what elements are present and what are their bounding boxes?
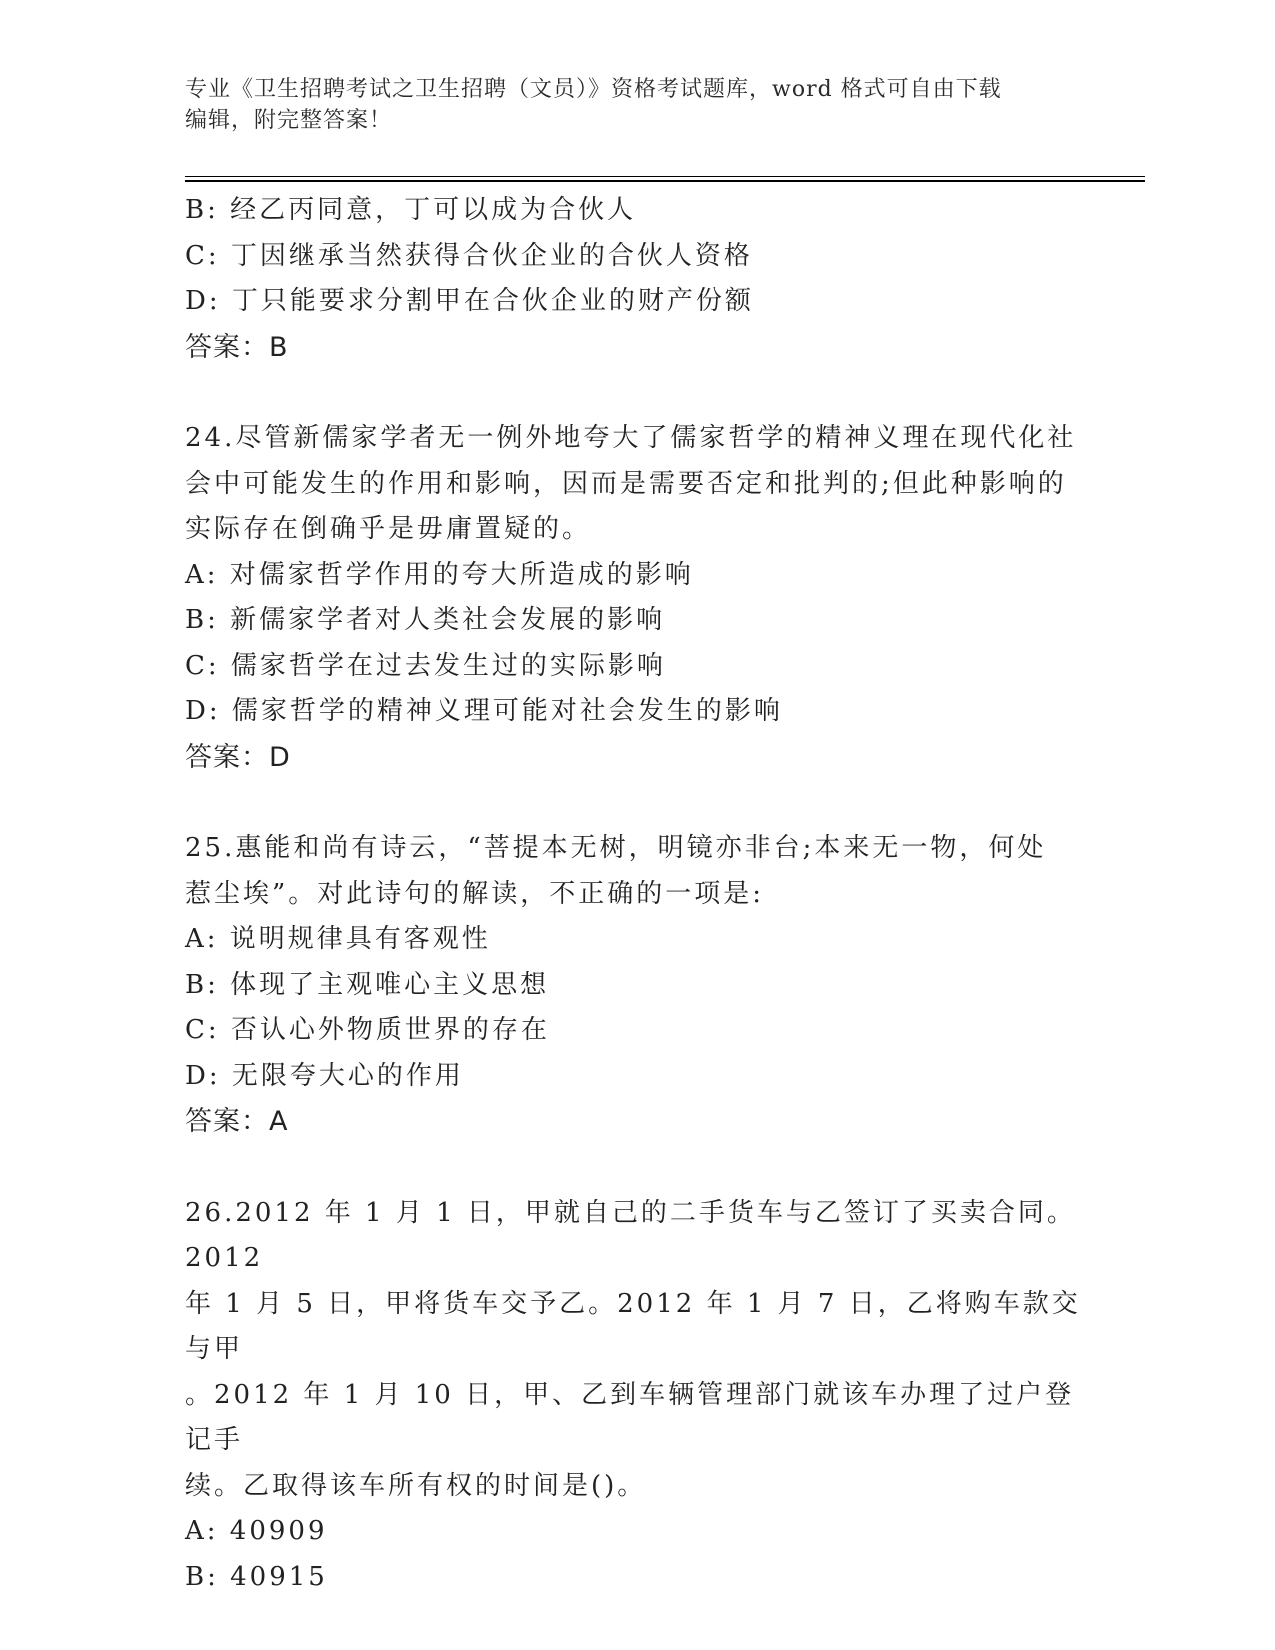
spacer xyxy=(185,780,1085,826)
option-a: A: 对儒家哲学作用的夸大所造成的影响 xyxy=(185,559,694,590)
option-c: C: 儒家哲学在过去发生过的实际影响 xyxy=(185,650,666,681)
option-d: D: 丁只能要求分割甲在合伙企业的财产份额 xyxy=(185,286,754,316)
option-d: D: 儒家哲学的精神义理可能对社会发生的影响 xyxy=(185,696,783,726)
document-header xyxy=(185,74,1085,136)
question-24 xyxy=(185,416,1085,780)
header-text: 专业《卫生招聘考试之卫生招聘（文员）》资格考试题库，word 格式可自由下载 编辑，附完整答案！ xyxy=(185,77,1002,133)
question-stem: 24.尽管新儒家学者无一例外地夸大了儒家哲学的精神义理在现代化社 会中可能发生的作用和影响，因而是需要否定和批判的;但此种影响的 实际存在倒确乎是毋庸置疑的。 xyxy=(185,423,1077,544)
divider-line-thick xyxy=(185,180,1145,182)
spacer xyxy=(185,1145,1085,1191)
divider-line-thin xyxy=(185,176,1145,177)
question-stem: 26.2012 年 1 月 1 日，甲就自己的二手货车与乙签订了买卖合同。2012 年 1 月 5 日，甲将货车交予乙。2012 年 1 月 7 日，乙将购车款交与甲 。2012 年 1 月 10 日，甲、乙到车辆管理部门就该车办理了过户登记手 续。乙取得该车所有权的时间是()。 xyxy=(185,1197,1081,1501)
question-26 xyxy=(185,1191,1085,1601)
option-b: B: 体现了主观唯心主义思想 xyxy=(185,969,550,1000)
question-fragment xyxy=(185,188,1085,370)
answer-line: 答案：B xyxy=(185,331,289,363)
document-body xyxy=(185,188,1085,1600)
option-b: B: 新儒家学者对人类社会发展的影响 xyxy=(185,605,666,635)
option-d: D: 无限夸大心的作用 xyxy=(185,1060,464,1091)
option-b: B: 40915 xyxy=(185,1561,328,1592)
option-b: B: 经乙丙同意，丁可以成为合伙人 xyxy=(185,195,637,225)
spacer xyxy=(185,370,1085,416)
header-divider xyxy=(185,176,1145,182)
option-c: C: 否认心外物质世界的存在 xyxy=(185,1015,550,1045)
answer-line: 答案：A xyxy=(185,1106,289,1137)
option-c: C: 丁因继承当然获得合伙企业的合伙人资格 xyxy=(185,240,753,271)
answer-line: 答案：D xyxy=(185,741,291,773)
question-25 xyxy=(185,826,1085,1145)
option-a: A: 说明规律具有客观性 xyxy=(185,924,491,954)
option-a: A: 40909 xyxy=(185,1516,328,1546)
question-stem: 25.惠能和尚有诗云，“菩提本无树，明镜亦非台;本来无一物，何处 惹尘埃”。对此诗句的解读，不正确的一项是: xyxy=(185,833,1047,909)
